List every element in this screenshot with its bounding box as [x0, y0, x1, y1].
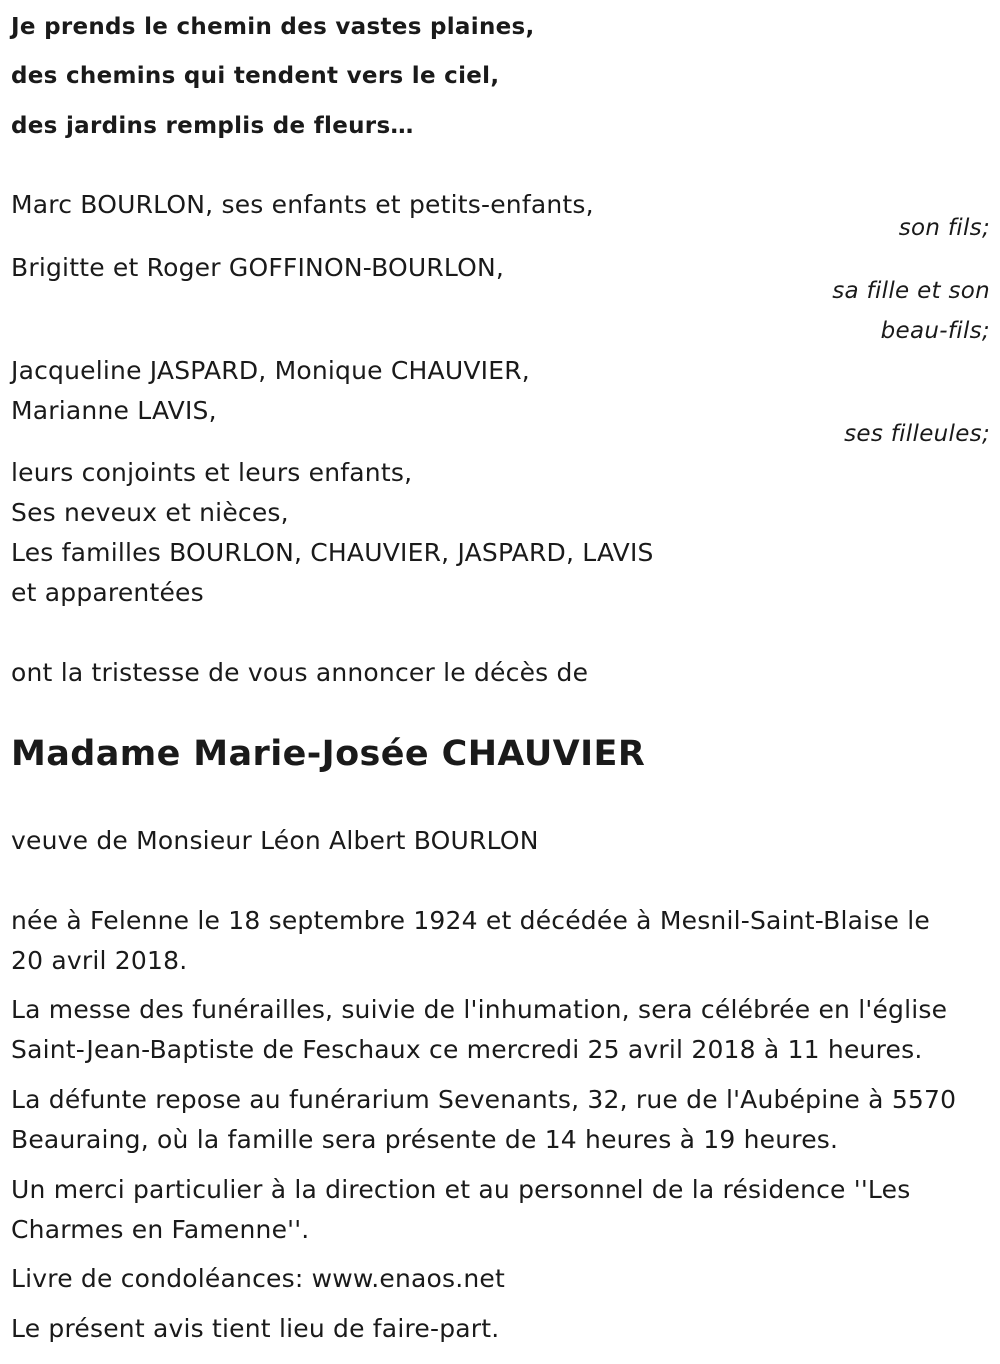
family-daughter: Brigitte et Roger GOFFINON-BOURLON, — [11, 253, 505, 282]
repose-line-1: La défunte repose au funérarium Sevenants, 32, rue de l'Aubépine à 5570 — [11, 1085, 957, 1114]
repose-line-2: Beauraing, où la famille sera présente de 14 heures à 19 heures. — [11, 1125, 839, 1154]
family-others-line-3: Les familles BOURLON, CHAUVIER, JASPARD, LAVIS — [11, 538, 654, 567]
deceased-name: Madame Marie-Josée CHAUVIER — [11, 734, 646, 774]
role-daughter-line-1: sa fille et son — [832, 278, 990, 304]
thanks-line-2: Charmes en Famenne''. — [11, 1215, 310, 1244]
family-others-line-2: Ses neveux et nièces, — [11, 498, 289, 527]
funeral-line-2: Saint-Jean-Baptiste de Feschaux ce mercredi 25 avril 2018 à 11 heures. — [11, 1035, 923, 1064]
condolences-line: Livre de condoléances: www.enaos.net — [11, 1264, 506, 1293]
poem-line-1: Je prends le chemin des vastes plaines, — [11, 14, 535, 40]
funeral-line-1: La messe des funérailles, suivie de l'inhumation, sera célébrée en l'église — [11, 995, 948, 1024]
poem-line-3: des jardins remplis de fleurs… — [11, 113, 414, 139]
role-daughter-line-2: beau-fils; — [880, 318, 990, 344]
announcement-intro: ont la tristesse de vous annoncer le décès de — [11, 658, 589, 687]
family-godchildren-line-1: Jacqueline JASPARD, Monique CHAUVIER, — [11, 356, 530, 385]
poem-line-2: des chemins qui tendent vers le ciel, — [11, 63, 500, 89]
notice-line: Le présent avis tient lieu de faire-part. — [11, 1314, 500, 1343]
family-son: Marc BOURLON, ses enfants et petits-enfants, — [11, 190, 594, 219]
family-others-line-1: leurs conjoints et leurs enfants, — [11, 458, 413, 487]
family-others-line-4: et apparentées — [11, 578, 204, 607]
thanks-line-1: Un merci particulier à la direction et au personnel de la résidence ''Les — [11, 1175, 911, 1204]
role-son: son fils; — [898, 215, 990, 241]
role-godchildren: ses filleules; — [844, 421, 990, 447]
birth-death-line-2: 20 avril 2018. — [11, 946, 188, 975]
family-godchildren-line-2: Marianne LAVIS, — [11, 396, 217, 425]
spouse-line: veuve de Monsieur Léon Albert BOURLON — [11, 826, 539, 855]
birth-death-line-1: née à Felenne le 18 septembre 1924 et décédée à Mesnil-Saint-Blaise le — [11, 906, 930, 935]
